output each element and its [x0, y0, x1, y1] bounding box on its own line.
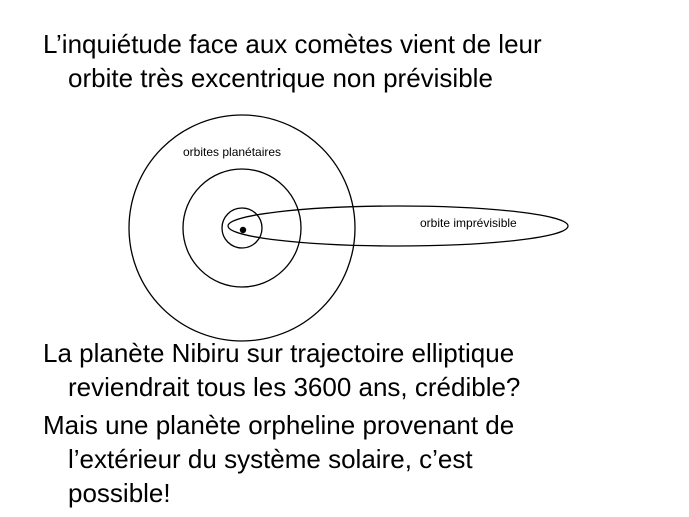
paragraph-line: l’extérieur du système solaire, c’est — [68, 444, 473, 474]
paragraph-nibiru — [43, 336, 520, 404]
eccentric-comet-orbit — [228, 206, 568, 246]
label-planetary-orbits: orbites planétaires — [183, 145, 282, 159]
paragraph-line: Mais une planète orpheline provenant de — [43, 410, 515, 440]
paragraph-line: La planète Nibiru sur trajectoire elliptique — [43, 338, 515, 368]
paragraph-line: possible! — [68, 478, 171, 508]
paragraph-line: reviendrait tous les 3600 ans, crédible? — [68, 372, 521, 402]
paragraph-line: L’inquiétude face aux comètes vient de leur — [43, 29, 542, 59]
label-unpredictable-orbit: orbite imprévisible — [420, 216, 517, 230]
sun-dot — [240, 227, 246, 233]
paragraph-line: orbite très excentrique non prévisible — [68, 63, 493, 93]
paragraph-orphan-planet — [43, 408, 514, 510]
